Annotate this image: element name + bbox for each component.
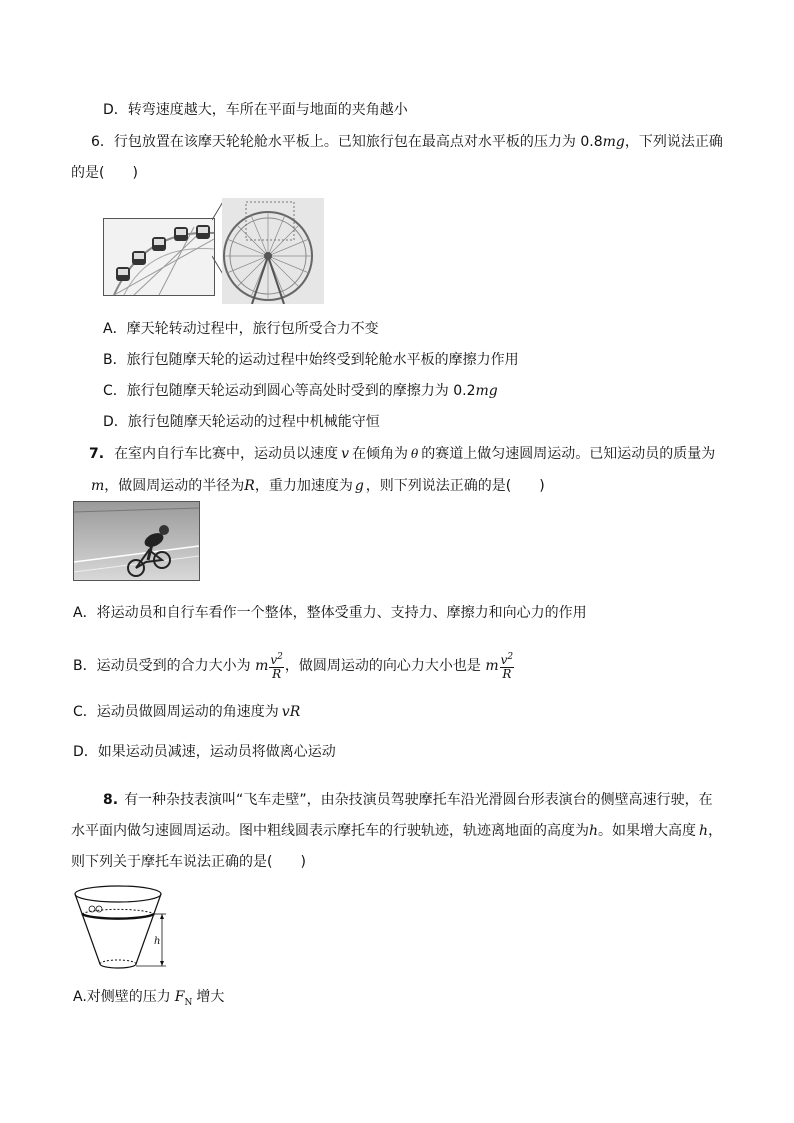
cyclist-velodrome-image [73,501,200,581]
q7-option-b-fraction-2 [500,651,515,681]
q7-option-b [73,651,515,681]
q7-option-b-text-b: ，做圆周运动的向心力大小也是 [284,658,481,674]
q6-stem-line1 [91,133,723,151]
q7-text-a: 在室内自行车比赛中，运动员以速度 [114,446,339,462]
q6-stem-text-a: 6．行包放置在该摩天轮轮舱水平板上。已知旅行包在最高点对水平板的压力为 0.8 [91,134,603,150]
q7-text-e: ，重力加速度为 [254,478,353,494]
frustum-height-label: h [154,936,161,947]
q7-option-c-text: C．运动员做圆周运动的角速度为 [73,704,279,720]
q8-text-line1: 有一种杂技表演叫“飞车走壁”，由杂技演员驾驶摩托车沿光滑圆台形表演台的侧壁高速行驶，在 [124,792,713,808]
q7-var-theta: θ [410,447,419,461]
q8-stem-line2 [71,822,722,840]
q7-option-b-text-a: B．运动员受到的合力大小为 [73,658,251,674]
ferris-wheel-closeup-image [103,218,215,296]
q7-option-b-m2: m [485,658,499,674]
q7-option-c-var: vR [281,704,301,720]
q7-var-v: v [341,446,349,462]
q8-stem-line3: 则下列关于摩托车说法正确的是( ) [71,854,306,870]
q7-frac1-sup: 2 [277,652,283,662]
q8-text-line2-a: 水平面内做匀速圆周运动。图中粗线圆表示摩托车的行驶轨迹，轨迹离地面的高度为 [71,823,589,839]
q6-option-b: B．旅行包随摩天轮的运动过程中始终受到轮舱水平板的摩擦力作用 [103,352,519,368]
q7-frac1-num: v [270,653,278,667]
q5-option-d: D．转弯速度越大，车所在平面与地面的夹角越小 [103,102,408,118]
q7-frac1-den: R [272,667,282,681]
q8-text-line2-b: 。如果增大高度 [598,823,697,839]
frustum-stage-diagram [70,882,180,978]
q7-number: 7. [89,446,105,462]
q7-frac2-sup: 2 [507,652,514,662]
q6-option-c-var: mg [475,383,498,399]
q6-option-c [103,382,498,400]
q6-option-a: A．摩天轮转动过程中，旅行包所受合力不变 [103,321,379,337]
q8-number: 8. [103,792,119,808]
q7-text-b: 在倾角为 [351,446,408,462]
q8-option-a-text-a: A.对侧壁的压力 [73,989,171,1005]
q7-text-d: ，做圆周运动的半径为 [104,478,245,494]
q8-option-a-var-F: F [174,989,185,1005]
q7-text-c: 的赛道上做匀速圆周运动。已知运动员的质量为 [421,446,716,462]
q8-option-a-sub-N: N [184,997,193,1008]
q7-option-b-fraction-1 [269,651,284,681]
q7-var-m: m [91,478,105,494]
q6-option-d: D．旅行包随摩天轮运动的过程中机械能守恒 [103,414,380,430]
q7-option-b-m1: m [255,658,269,674]
q6-option-c-text: C．旅行包随摩天轮运动到圆心等高处时受到的摩擦力为 0.2 [103,383,476,399]
ferris-wheel-full-image [222,198,324,304]
q7-option-c [73,703,300,721]
q7-text-f: ，则下列说法正确的是( ) [365,478,545,494]
q6-stem-line2: 的是( ) [71,165,138,181]
q7-option-a: A．将运动员和自行车看作一个整体，整体受重力、支持力、摩擦力和向心力的作用 [73,605,587,621]
q8-var-h-2: h [699,823,709,839]
q6-stem-var-mg: mg [602,134,625,150]
q7-frac2-den: R [502,667,512,681]
q7-var-R: R [244,478,255,494]
q8-text-line2-end: ， [708,823,723,839]
q7-option-d: D．如果运动员减速，运动员将做离心运动 [73,744,336,760]
q7-var-g: g [354,478,364,494]
q6-stem-text-b: ，下列说法正确 [624,134,723,150]
q8-option-a [73,988,224,1012]
q7-stem-line2 [91,477,545,495]
q8-option-a-text-b: 增大 [196,989,225,1005]
q8-var-h-1: h [589,823,599,839]
q8-stem-line1 [103,791,713,809]
q7-frac2-num: v [500,653,508,667]
q7-stem-line1 [89,445,715,463]
